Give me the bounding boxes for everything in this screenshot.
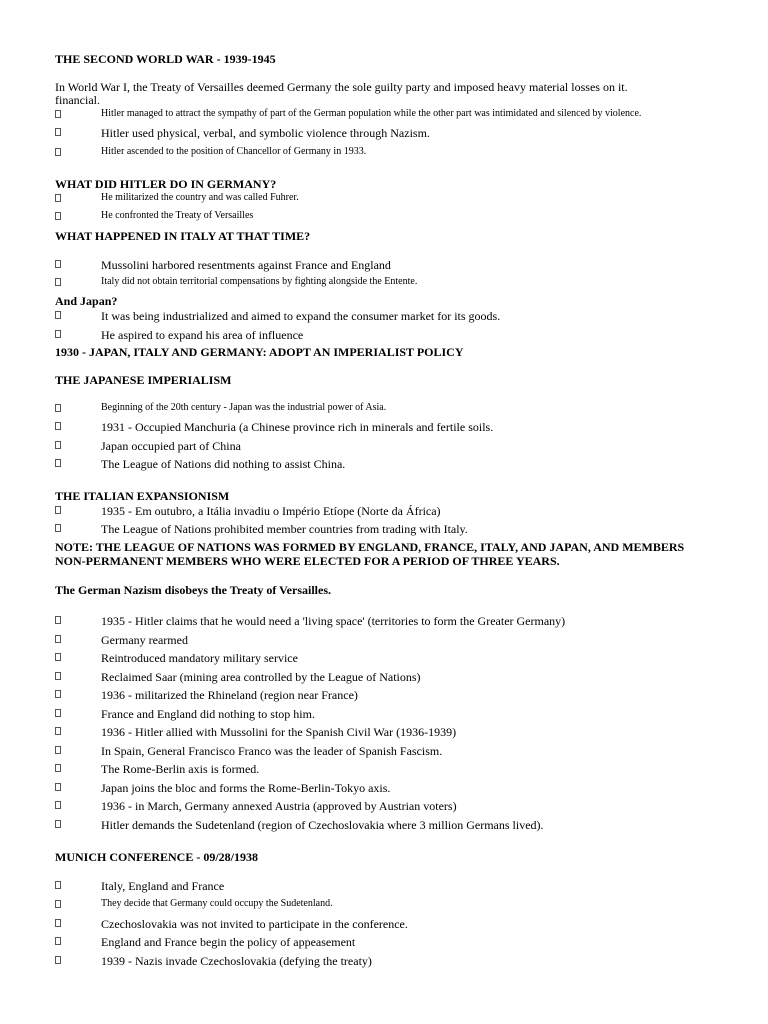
section-heading-german-nazism: The German Nazism disobeys the Treaty of Versailles. [55,583,331,597]
bullet-box-icon [55,881,61,889]
bullet-box-icon [55,672,61,680]
section-heading-imperialist-policy: 1930 - JAPAN, ITALY AND GERMANY: ADOPT AN IMPERIALIST POLICY [55,345,464,359]
bullet-box-icon [55,746,61,754]
bullet-box-icon [55,783,61,791]
bullet-box-icon [55,635,61,643]
bullet-box-icon [55,820,61,828]
document-title: THE SECOND WORLD WAR - 1939-1945 [55,52,276,66]
section-heading-japanese-imperialism: THE JAPANESE IMPERIALISM [55,373,232,387]
intro-line-1: In World War I, the Treaty of Versailles deemed Germany the sole guilty party and imposed heavy material losses on it. [55,80,628,94]
bullet-box-icon [55,709,61,717]
bullet-box-icon [55,524,61,532]
bullet-box-icon [55,422,61,430]
bullet-box-icon [55,956,61,964]
intro-line-2: financial. [55,93,100,107]
bullet-box-icon [55,194,61,202]
bullet-box-icon [55,900,61,908]
bullet-box-icon [55,459,61,467]
bullet-box-icon [55,441,61,449]
bullet-box-icon [55,110,61,118]
section-heading-italy: WHAT HAPPENED IN ITALY AT THAT TIME? [55,229,311,243]
bullet-box-icon [55,616,61,624]
bullet-box-icon [55,212,61,220]
bullet-box-icon [55,690,61,698]
bullet-box-icon [55,278,61,286]
bullet-box-icon [55,404,61,412]
bullet-box-icon [55,311,61,319]
bullet-box-icon [55,330,61,338]
note-line-2: NON-PERMANENT MEMBERS WHO WERE ELECTED FOR A PERIOD OF THREE YEARS. [55,554,560,568]
bullet-box-icon [55,653,61,661]
bullet-box-icon [55,937,61,945]
section-heading-italian-expansionism: THE ITALIAN EXPANSIONISM [55,489,230,503]
bullet-box-icon [55,801,61,809]
document-page: THE SECOND WORLD WAR - 1939-1945 In World War I, the Treaty of Versailles deemed Germany the sole guilty party and imposed heavy material losses on it. financial. Hitler managed to attract the sympathy of part of the German population while the other part was intimidated and silenced by violence. Hitler used physical, verbal, and symbolic violence through Nazism. Hitler ascended to the position of Chancellor of Germany in 1933. WHAT DID HITLER DO IN GERMANY? He militarized the country and was called Fuhrer. He confronted the Treaty of Versailles WHAT HAPPENED IN ITALY AT THAT TIME? Mussolini harbored resentments against France and England Italy did not obtain territorial compensations by fighting alongside the Entente. And Japan? It was being industrialized and aimed to expand the consumer market for its goods. He aspired to expand his area of influence 1930 - JAPAN, ITALY AND GERMANY: ADOPT AN IMPERIALIST POLICY THE JAPANESE IMPERIALISM Beginning of the 20th century - Japan was the industrial power of Asia. 1931 - Occupied Manchuria (a Chinese province rich in minerals and fertile soils. Japan occupied part of China The League of Nations did nothing to assist China. THE ITALIAN EXPANSIONISM 1935 - Em outubro, a Itália invadiu o Império Etíope (Norte da África) The League of Nations prohibited member countries from trading with Italy. NOTE: THE LEAGUE OF NATIONS WAS FORMED BY ENGLAND, FRANCE, ITALY, AND JAPAN, AND MEMBERS NON-PERMANENT MEMBERS WHO WERE ELECTED FOR A PERIOD OF THREE YEARS. The German Nazism disobeys the Treaty of Versailles. 1935 - Hitler claims that he would need a 'living space' (territories to form the Greater Germany) Germany rearmed Reintroduced mandatory military service Reclaimed Saar (mining area controlled by the League of Nations) 1936 - militarized the Rhineland (region near France) France and England did nothing to stop him. 1936 - Hitler allied with Mussolini for the Spanish Civil War (1936-1939) In Spain, General Francisco Franco was the leader of Spanish Fascism. The Rome-Berlin axis is formed. Japan joins the bloc and forms the Rome-Berlin-Tokyo axis. 1936 - in March, Germany annexed Austria (approved by Austrian voters) Hitler demands the Sudetenland (region of Czechoslovakia where 3 million Germans lived). MUNICH CONFERENCE - 09/28/1938 Italy, England and France They decide that Germany could occupy the Sudetenland. Czechoslovakia was not invited to participate in the conference. England and France begin the policy of appeasement 1939 - Nazis invade Czechoslovakia (defying the treaty) [55,52,685,968]
bullet-box-icon [55,128,61,136]
bullet-box-icon [55,764,61,772]
bullet-box-icon [55,148,61,156]
note-line-1: NOTE: THE LEAGUE OF NATIONS WAS FORMED BY ENGLAND, FRANCE, ITALY, AND JAPAN, AND MEMBERS [55,540,685,554]
bullet-box-icon [55,260,61,268]
bullet-box-icon [55,919,61,927]
section-heading-germany: WHAT DID HITLER DO IN GERMANY? [55,177,277,191]
section-heading-japan: And Japan? [55,294,118,308]
bullet-box-icon [55,506,61,514]
section-heading-munich: MUNICH CONFERENCE - 09/28/1938 [55,850,258,864]
bullet-box-icon [55,727,61,735]
